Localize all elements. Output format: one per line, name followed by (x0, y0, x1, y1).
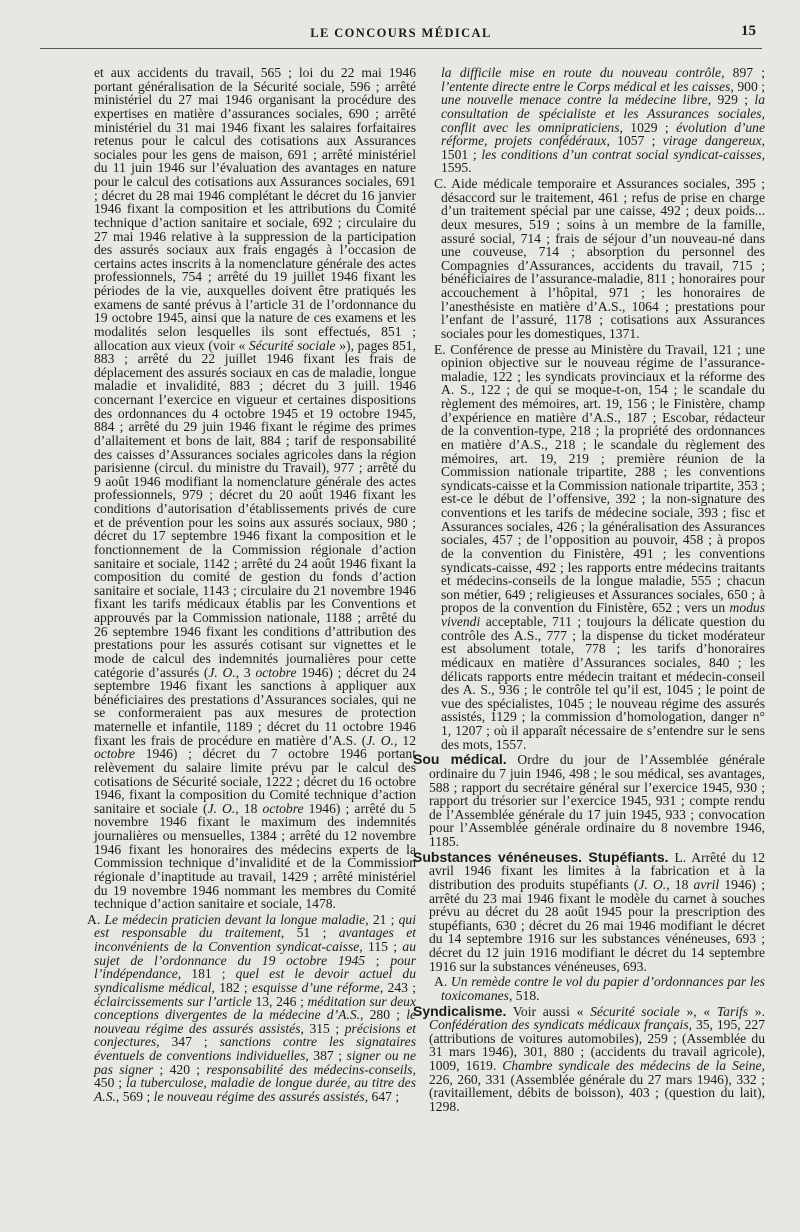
entry-heading: Syndicalisme. (413, 1002, 507, 1019)
index-entry (413, 177, 765, 341)
italic-text: au sujet de l’ordonnance du 19 octobre 1945 (94, 939, 416, 968)
italic-text: la tuberculose, maladie de longue durée, au titre des A.S. (94, 1075, 417, 1104)
italic-text: J. O. (207, 800, 236, 816)
italic-text: Un remède contre le vol du papier d’ordonnances par les toxicomanes (441, 974, 765, 1003)
entry-text: , 347 ; (156, 1034, 220, 1050)
entry-text: », « (679, 1003, 717, 1019)
index-entry (413, 975, 765, 1002)
index-entry (413, 1002, 765, 1114)
entry-text: 13, 246 ; (251, 993, 308, 1009)
entry-text: , 900 ; (730, 78, 765, 94)
entry-text: , 450 ; (94, 1061, 416, 1091)
entry-text: , 1595. (441, 146, 765, 176)
entry-text: L. Arrêté du 12 avril 1946 fixant les limites à la fabrication et à la distribution des produits stupéfiants ( (429, 849, 766, 892)
italic-text: méditation sur deux conceptions divergentes de la médecine d’A.S. (94, 993, 416, 1023)
italic-text: avantages et inconvénients de la Convention syndicat-caisse (94, 925, 417, 954)
page-header (40, 22, 762, 46)
italic-text: une nouvelle menace contre la médecine libre (441, 92, 708, 108)
entry-text: et aux accidents du travail, 565 ; loi du 22 mai 1946 portant généralisation de la Sécurité sociale, 596 ; arrêté ministériel du 27 mai 1946 organisant la procédure des expertises en matière d’assurances sociales, 690 ; arrêté ministériel du 31 mai 1946 fixant les salaires forfaitaires retenus pour le calcul des cotisations aux Assurances sociales pour les gens de maison, 691 ; arrêté ministériel du 11 juin 1946 sur l’évaluation des avantages en nature pour le calcul des cotisations aux Assurances sociales, 691 ; décret du 28 mai 1946 complétant le décret du 16 janvier 1946 fixant la composition et les attributions du Comité technique d’action sanitaire et sociale, 692 ; circulaire du 27 mai 1946 relative à la suppression de la participation des assurés sociaux aux frais engagés à l’occasion de certains actes inscrits à la nomenclature générale des actes professionnels, 754 ; arrêté du 19 juillet 1946 fixant les périodes de la vie, auxquelles doivent être pratiqués les examens de santé prévus à l’article 31 de l’ordonnance du 19 octobre 1945, ainsi que la nature de ces examens et les modalités selon lesquelles ils sont effectués, 851 ; allocation aux vieux (voir « (94, 65, 416, 353)
italic-text: la difficile mise en route du nouveau contrôle (441, 65, 722, 80)
italic-text: pour l’indépendance (94, 952, 416, 982)
entry-text: C. Aide médicale temporaire et Assurances sociales, 395 ; désaccord sur le traitement, 461 ; refus de prise en charge d’un traitement spécial par une caisse, 492 ; deux poids... deux mesures, 519 ; soins à un membre de la famille, assuré social, 714 ; frais de séjour d’un nouveau-né dans une couveuse, 714 ; absorption du personnel des Compagnies d’Assurances, accidents du travail, 715 ; bénéficiaires de l’assurance-maladie, 811 ; honoraires pour accouchement à l’hôpital, 971 ; les honoraires de l’anesthésiste en matière d’A.S., 1064 ; prestations pour l’enfant de l’assuré, 1178 ; cotisations aux Assurances sociales pour les domestiques, 1371. (434, 176, 765, 341)
entry-text: 1946) ; arrêté du 5 novembre 1946 fixant le maximum des indemnités journalières ou mensuelles, 1384 ; arrêté du 12 novembre 1946 fixant les honoraires des médecins experts de la Commission technique d’invalidité et de la Commission régionale d’inaptitude au travail, 1429 ; arrêté ministériel du 19 novembre 1946 nommant les membres du Comité technique d’action sanitaire et sociale, 1478. (94, 800, 416, 912)
italic-text: Confédération des syndicats médicaux français (429, 1017, 689, 1033)
entry-text: , 243 ; (379, 979, 416, 995)
index-entry (413, 753, 765, 848)
index-entry (413, 343, 765, 752)
italic-text: la consultation de spécialiste et les Assurances sociales, conflit avec les omnipraticiens (441, 92, 765, 135)
italic-text: Le médecin praticien devant la longue maladie (104, 911, 366, 927)
entry-text: , 51 ; (280, 925, 339, 941)
italic-text: quel est le devoir actuel du syndicalisme médical (94, 966, 416, 995)
entry-text: A. (434, 974, 451, 990)
italic-text: J. O. (638, 876, 667, 892)
entry-text: , 518. (508, 987, 540, 1003)
italic-text: J. O. (208, 664, 236, 680)
entry-text: , 21 ; (365, 911, 399, 927)
right-column (413, 66, 765, 1114)
italic-text: Chambre syndicale des médecins de la Seine (502, 1058, 762, 1073)
index-entry (66, 913, 416, 1104)
italic-text: Sécurité sociale (248, 337, 336, 353)
italic-text: J. O. (366, 732, 394, 748)
entry-text: ». (748, 1003, 765, 1019)
italic-text: les conditions d’un contrat social syndicat-caisses (481, 146, 762, 162)
entry-text: , 315 ; (300, 1020, 345, 1036)
italic-text: évolution d’une réforme, projets confédéraux (441, 119, 766, 149)
entry-text: , 280 ; (360, 1007, 407, 1023)
entry-text: , 387 ; (305, 1048, 347, 1063)
italic-text: l’entente directe entre le Corps médical et les caisses (441, 78, 731, 94)
italic-text: le nouveau régime des assurés assistés (94, 1007, 417, 1036)
italic-text: sanctions contre les signataires éventuels de conventions individuelles (94, 1034, 416, 1063)
index-entry (413, 848, 766, 974)
entry-text: A. (87, 911, 105, 927)
italic-text: esquisse d’une réforme (251, 979, 380, 995)
entry-text: 1946) ; arrêté du 23 mai 1946 fixant le modèle du carnet à souches prévu au décret du 28 août 1945 pour la prescription des stupéfiants, 630 ; décret du 26 mai 1946 modifiant le décret du 14 septembre 1916 sur les substances vénéneuses, 693 ; décret du 12 juin 1916 modifiant le décret du 14 septembre 1916 sur la substances vénéneuses, 693. (429, 876, 765, 974)
italic-text: signer ou ne pas signer (94, 1048, 416, 1077)
italic-text: avril (693, 876, 720, 892)
index-entry (66, 66, 416, 911)
italic-text: modus vivendi (441, 600, 765, 629)
italic-text: Sécurité sociale (590, 1003, 680, 1019)
italic-text: précisions et conjectures (94, 1020, 417, 1050)
entry-text: , 1057 ; (606, 133, 663, 149)
entry-text: ; (365, 952, 391, 968)
page-number: 15 (741, 23, 756, 39)
entry-text: ; 420 ; (153, 1061, 207, 1077)
entry-text: 1946) ; décret du 7 octobre 1946 portant relèvement du salaire limite prévu par le calcul des cotisations de Sécurité sociale, 1222 ; décret du 16 octobre 1946, fixant la composition du Comité technique d’action sanitaire et sociale ( (94, 746, 416, 816)
italic-text: qui est responsable du traitement (94, 911, 416, 941)
entry-text: , 226, 260, 331 (Assemblée générale du 27 mars 1946), 332 ; (ravitaillement, débits de boisson), 403 ; (question du lait), 1298. (429, 1058, 765, 1114)
entry-text: »), pages 851, 883 ; arrêté du 22 juillet 1946 fixant les frais de déplacement des assurés sociaux en cas de maladie, longue maladie et invalidité, 883 ; décret du 3 juill. 1946 concernant l’exercice en vigueur et certaines dispositions des ordonnances du 4 octobre 1945 et 19 octobre 1945, 884 ; arrêté du 29 juin 1946 fixant le régime des primes d’allaitement et bons de lait, 884 ; tarif de responsabilité des caisses d’Assurances sociales agricoles dans la région parisienne (circul. du ministre du Travail), 977 ; arrêté du 9 août 1946 modifiant la nomenclature générale des actes professionnels, 979 ; décret du 20 août 1946 fixant les conditions d’autorisation d’établissements privés de cure et de prévention pour les soins aux assurés sociaux, 980 ; décret du 17 septembre 1946 fixant la composition et le fonctionnement de la Commission régionale d’action sanitaire et sociale, 1142 ; arrêté du 24 août 1946 fixant la composition du comité de gestion du fonds d’action sanitaire et sociale, 1143 ; circulaire du 21 novembre 1946 fixant les tarifs médicaux établis par les Conventions et approuvés par la Commission nationale, 1188 ; arrêté du 26 septembre 1946 fixant les conditions d’attribution des prestations pour les assurés cotisant sur vignettes et le mode de calcul des indemnités journalières pour cette catégorie d’assurés ( (94, 337, 416, 680)
entry-text: , 12 (393, 732, 417, 748)
left-column (66, 66, 416, 1104)
entry-text: acceptable, 711 ; toujours la délicate question du contrôle des A.S., 777 ; la dispense du ticket modérateur est absolument totale, 778 ; les tarifs d’honoraires médicaux en matière d’Assurances sociales, 840 ; les délicats rapports entre médecin traitant et médecin-conseil des A. S., 936 ; le contrôle tel qu’il est, 1045 ; le point de vue des spécialistes, 1045 ; le nouveau régime des assurés assistés, 1129 ; la commission d’homologation, danger n° 1, 1207 ; où il apparaît nécessaire de s’entendre sur le sens des mots, 1557. (441, 614, 765, 752)
entry-text: , 182 ; (211, 979, 252, 995)
entry-text: , 897 ; (721, 65, 765, 80)
entry-text: , 3 (235, 664, 256, 680)
entry-text: , 1501 ; (441, 133, 765, 162)
italic-text: octobre (94, 746, 136, 762)
italic-text: octobre (255, 664, 297, 680)
entry-text: Ordre du jour de l’Assemblée générale ordinaire du 7 juin 1946, 498 ; le sou médical, ses avantages, 588 ; rapport du secrétaire général sur l’exercice 1945, 930 ; rapport du trésorier sur l’exercice 1945, 931 ; compte rendu de l’Assemblée générale du 17 juin 1945, 933 ; convocation pour l’Assemblée générale ordinaire du 8 novembre 1946, 1185. (429, 752, 765, 849)
entry-heading: Substances vénéneuses. Stupéfiants. (413, 848, 669, 865)
entry-text: , 18 (666, 876, 694, 892)
italic-text: éclaircissements sur l’article (94, 993, 252, 1009)
italic-text: responsabilité des médecins-conseils (206, 1061, 413, 1077)
running-head: LE CONCOURS MÉDICAL (310, 26, 492, 40)
entry-text: , 18 (235, 800, 263, 816)
italic-text: octobre (262, 800, 304, 816)
entry-text: , 569 ; (115, 1088, 154, 1104)
italic-text: virage dangereux (662, 133, 762, 149)
entry-text: , 647 ; (364, 1088, 400, 1104)
entry-text: , 181 ; (177, 966, 236, 982)
index-entry (413, 66, 765, 175)
entry-text: 1946) ; décret du 24 septembre 1946 fixant les sanctions à appliquer aux bénéficiaires des prestations d’Assurances sociales, qui ne se conformeraient pas aux mesures de protection maternelle et infantile, 1189 ; décret du 11 octobre 1946 fixant les frais de procédure en matière d’A.S. ( (94, 664, 417, 748)
header-rule (40, 48, 762, 49)
entry-text: , 115 ; (359, 939, 403, 954)
entry-text: , 35, 195, 227 (attributions de voitures automobiles), 259 ; (Assemblée du 31 mars 1946), 301, 880 ; (accidents du travail agricole), 1009, 1619. (429, 1017, 765, 1073)
italic-text: le nouveau régime des assurés assistés (153, 1088, 365, 1104)
entry-text: , 929 ; (707, 92, 755, 108)
entry-text: E. Conférence de presse au Ministère du Travail, 121 ; une opinion objective sur le nouveau régime de l’assurance-maladie, 122 ; les syndicats provinciaux et la réforme des A. S., 122 ; de qui se moque-t-on, 154 ; le scandale du règlement des mémoires, art. 19, 156 ; le Finistère, champ d’expérience en matière d’A.S., 187 ; Escobar, rédacteur de la convention-type, 218 ; la propriété des ordonnances en matière d’A.S., 218 ; le scandale du règlement des mémoires, art. 19, 219 ; première réunion de la Commission nationale tripartite, 288 ; les conventions syndicats-caisse et la Commission nationale tripartite, 353 ; est-ce le début de l’offensive, 392 ; la non-signature des conventions et les tarifs de médecine sociale, 393 ; fisc et Assurances sociales, 426 ; la généralisation des Assurances sociales, 457 ; de l’opposition au pouvoir, 458 ; à propos de la convention du Finistère, 491 ; les conventions syndicats-caisse, 492 ; les rapports entre médecins traitants et médecins-conseils de la longue maladie, 555 ; chacun son métier, 649 ; religieuses et Assurances sociales, 650 ; à propos de la convention du Finistère, 652 ; vers un (434, 341, 765, 616)
italic-text: Tarifs (716, 1003, 749, 1019)
entry-text: Voir aussi « (506, 1003, 591, 1019)
entry-heading: Sou médical. (413, 751, 507, 768)
entry-text: , 1029 ; (619, 119, 677, 135)
